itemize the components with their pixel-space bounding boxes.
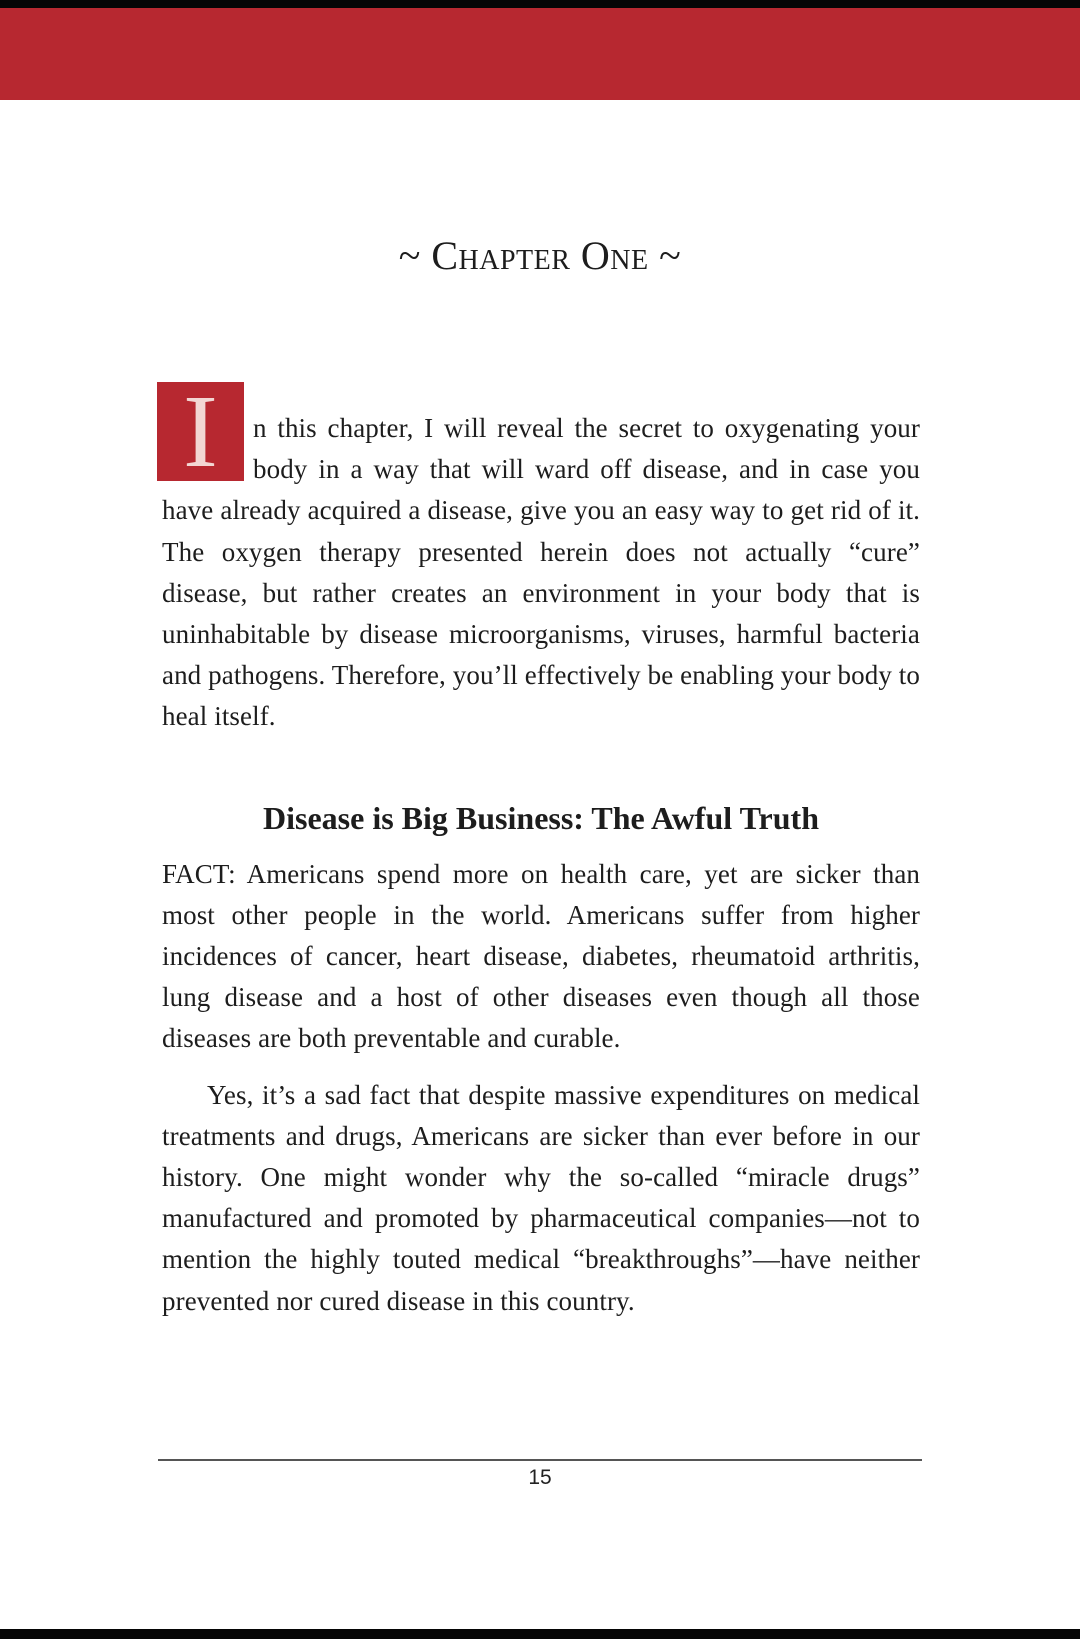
intro-paragraph bbox=[162, 374, 920, 738]
footer-rule bbox=[158, 1459, 922, 1461]
bottom-border bbox=[0, 1629, 1080, 1639]
body-paragraph: Yes, it’s a sad fact that despite massive expenditures on medical treatments and drugs, Americans are sicker than ever before in our history. One might wonder why the so-called “miracle drugs” manufactured and promoted by pharmaceutical companies—not to mention the highly touted medical “breakthroughs”—have neither prevented nor cured disease in this country. bbox=[162, 1079, 920, 1316]
page-content bbox=[162, 374, 920, 1322]
drop-cap: I bbox=[157, 382, 244, 481]
fact-paragraph: FACT: Americans spend more on health care, yet are sicker than most other people in the world. Americans suffer from higher incidences of cancer, heart disease, diabetes, rheumatoid arthritis, lung disease and a host of other diseases even though all those diseases are both preventable and curable. bbox=[162, 858, 920, 1054]
chapter-title: ~ Chapter One ~ bbox=[398, 233, 682, 278]
page-number: 15 bbox=[528, 1466, 552, 1489]
section-heading: Disease is Big Business: The Awful Truth bbox=[263, 799, 819, 836]
intro-text: n this chapter, I will reveal the secret to oxygenating your body in a way that will ward off disease, and in case you have already acquired a disease, give you an easy way to get rid of it. The oxygen therapy presented herein does not actually “cure” disease, but rather creates an environment in your body that is uninhabitable by disease microorganisms, viruses, harmful bacteria and pathogens. Therefore, you’ll effectively be enabling your body to heal itself. bbox=[162, 413, 920, 732]
top-border bbox=[0, 0, 1080, 8]
header-band bbox=[0, 8, 1080, 100]
